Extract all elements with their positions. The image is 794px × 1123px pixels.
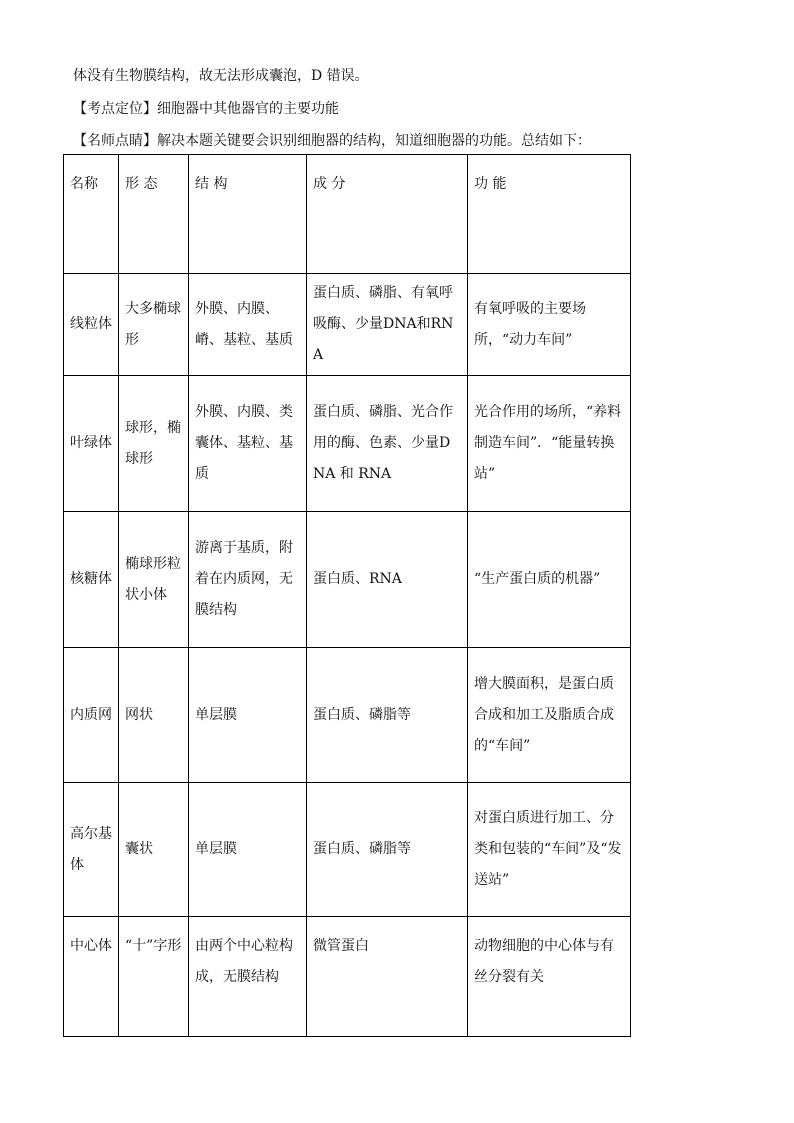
cell-shape: 椭球形粒状小体 xyxy=(119,512,189,648)
organelle-table xyxy=(63,154,631,1037)
cell-name: 高尔基体 xyxy=(64,783,119,917)
table-row xyxy=(64,512,631,648)
cell-composition: 蛋白质、RNA xyxy=(307,512,468,648)
teacher-note-line: 【名师点睛】解决本题关键要会识别细胞器的结构，知道细胞器的功能。总结如下： xyxy=(73,133,591,149)
cell-composition: 蛋白质、磷脂等 xyxy=(307,783,468,917)
cell-shape: 网状 xyxy=(119,648,189,783)
cell-name: 线粒体 xyxy=(64,274,119,376)
cell-structure: 外膜、内膜、类囊体、基粒、基质 xyxy=(189,376,307,512)
cell-function: 有氧呼吸的主要场所，“动力车间” xyxy=(468,274,631,376)
table-header-row xyxy=(64,155,631,274)
header-composition: 成 分 xyxy=(307,155,468,274)
table-row xyxy=(64,783,631,917)
cell-shape: 囊状 xyxy=(119,783,189,917)
header-function: 功 能 xyxy=(468,155,631,274)
cell-structure: 游离于基质，附着在内质网，无膜结构 xyxy=(189,512,307,648)
cell-composition: 蛋白质、磷脂、光合作用的酶、色素、少量DNA 和 RNA xyxy=(307,376,468,512)
cell-function: 光合作用的场所，“养料制造车间”．“能量转换站” xyxy=(468,376,631,512)
cell-structure: 由两个中心粒构成，无膜结构 xyxy=(189,917,307,1037)
cell-name: 中心体 xyxy=(64,917,119,1037)
exam-point-line: 【考点定位】细胞器中其他器官的主要功能 xyxy=(73,101,339,117)
header-structure: 结 构 xyxy=(189,155,307,274)
table-row xyxy=(64,917,631,1037)
table-row xyxy=(64,274,631,376)
cell-function: “生产蛋白质的机器” xyxy=(468,512,631,648)
table-row xyxy=(64,648,631,783)
cell-structure: 单层膜 xyxy=(189,648,307,783)
cell-name: 核糖体 xyxy=(64,512,119,648)
cell-name: 叶绿体 xyxy=(64,376,119,512)
cell-name: 内质网 xyxy=(64,648,119,783)
cell-composition: 微管蛋白 xyxy=(307,917,468,1037)
intro-line-1: 体没有生物膜结构，故无法形成囊泡，D 错误。 xyxy=(73,68,369,84)
cell-shape: “十”字形 xyxy=(119,917,189,1037)
header-name: 名称 xyxy=(64,155,119,274)
cell-structure: 外膜、内膜、嵴、基粒、基质 xyxy=(189,274,307,376)
cell-shape: 大多椭球形 xyxy=(119,274,189,376)
cell-structure: 单层膜 xyxy=(189,783,307,917)
cell-shape: 球形，椭球形 xyxy=(119,376,189,512)
cell-composition: 蛋白质、磷脂、有氧呼吸酶、少量DNA和RNA xyxy=(307,274,468,376)
header-shape: 形 态 xyxy=(119,155,189,274)
table-row xyxy=(64,376,631,512)
cell-function: 增大膜面积，是蛋白质合成和加工及脂质合成的“车间” xyxy=(468,648,631,783)
cell-function: 对蛋白质进行加工、分类和包装的“车间”及“发送站” xyxy=(468,783,631,917)
cell-composition: 蛋白质、磷脂等 xyxy=(307,648,468,783)
cell-function: 动物细胞的中心体与有丝分裂有关 xyxy=(468,917,631,1037)
